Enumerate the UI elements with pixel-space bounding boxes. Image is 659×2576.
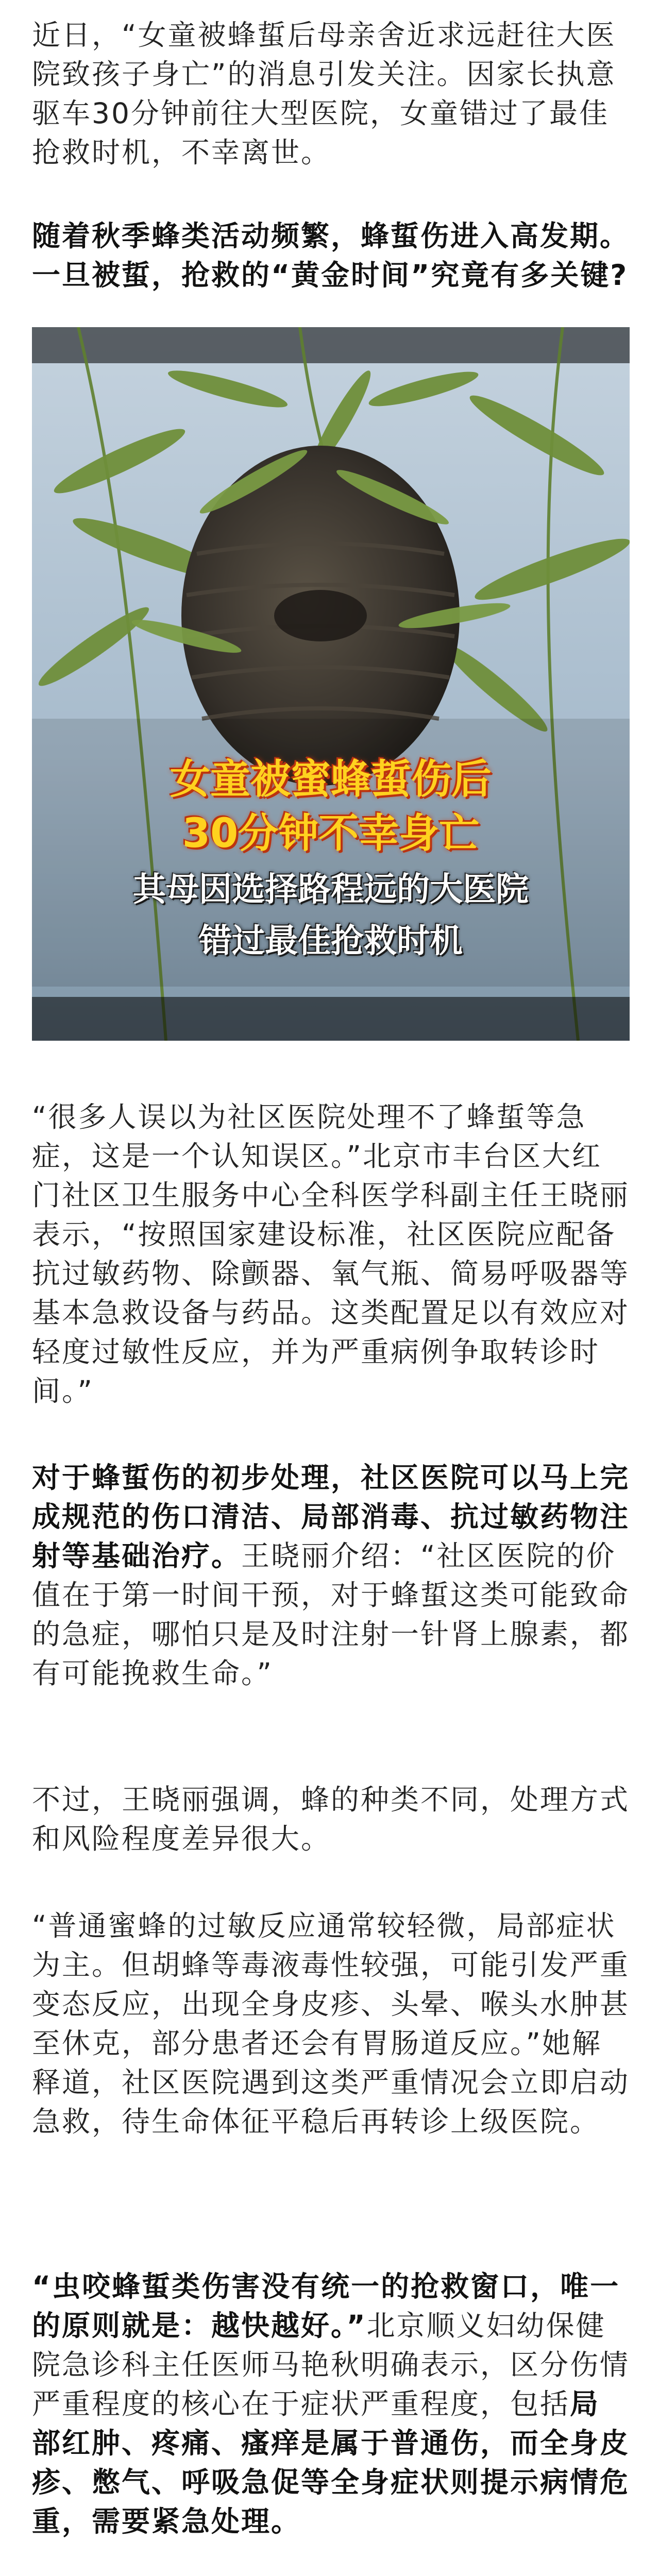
- paragraph-5: [32, 1780, 630, 1858]
- paragraph-1: [32, 15, 630, 172]
- text-segment: “很多人误以为社区医院处理不了蜂蜇等急症，这是一个认知误区。”北京市丰台区大红门社区卫生服务中心全科医学科副主任王晓丽表示，“按照国家建设标准，社区医院应配备抗过敏药物、除颤器、氧气瓶、简易呼吸器等基本急救设备与药品。这类配置足以有效应对轻度过敏性反应，并为严重病例争取转诊时间。”: [32, 1100, 630, 1408]
- bold-text-segment: 随着秋季蜂类活动频繁，蜂蜇伤进入高发期。一旦被蜇，抢救的“黄金时间”究竟有多关键?: [32, 219, 630, 292]
- text-segment: 近日，“女童被蜂蜇后母亲舍近求远赶往大医院致孩子身亡”的消息引发关注。因家长执意驱车30分钟前往大型医院，女童错过了最佳抢救时机，不幸离世。: [32, 19, 616, 169]
- paragraph-7: [32, 2267, 630, 2541]
- caption-line-3: 其母因选择路程远的大医院: [133, 871, 529, 909]
- text-segment: 不过，王晓丽强调，蜂的种类不同，处理方式和风险程度差异很大。: [32, 1783, 630, 1855]
- caption-line-2: 30分钟不幸身亡: [182, 810, 480, 857]
- paragraph-3: [32, 1097, 630, 1411]
- paragraph-2: [32, 216, 630, 295]
- text-segment: 北京顺义妇幼保健院急诊科主任医师马艳秋明确表示，区分伤情严重程度的核心在于症状严重程度，包括: [32, 2309, 630, 2420]
- bold-text-segment: “虫咬蜂蜇类伤害没有统一的抢救窗口，唯一的原则就是：越快越好。”: [32, 2270, 620, 2342]
- paragraph-6: [32, 1906, 630, 2141]
- paragraph-4: [32, 1458, 630, 1693]
- bold-text-segment: 对于蜂蜇伤的初步处理，社区医院可以马上完成规范的伤口清洁、局部消毒、抗过敏药物注射等基础治疗。: [32, 1461, 630, 1572]
- caption-line-1: 女童被蜜蜂蜇伤后: [170, 756, 492, 803]
- news-image: [32, 327, 630, 1041]
- caption-line-4: 错过最佳抢救时机: [199, 922, 463, 960]
- bold-text-segment: 局部红肿、疼痛、瘙痒是属于普通伤，而全身皮疹、憋气、呼吸急促等全身症状则提示病情危重，需要紧急处理。: [32, 2387, 630, 2538]
- text-segment: 王晓丽介绍：“社区医院的价值在于第一时间干预，对于蜂蜇这类可能致命的急症，哪怕只是及时注射一针肾上腺素，都有可能挽救生命。”: [32, 1539, 630, 1690]
- text-segment: “普通蜜蜂的过敏反应通常较轻微，局部症状为主。但胡蜂等毒液毒性较强，可能引发严重变态反应，出现全身皮疹、头晕、喉头水肿甚至休克，部分患者还会有胃肠道反应。”她解释道，社区医院遇到这类严重情况会立即启动急救，待生命体征平稳后再转诊上级医院。: [32, 1909, 630, 2138]
